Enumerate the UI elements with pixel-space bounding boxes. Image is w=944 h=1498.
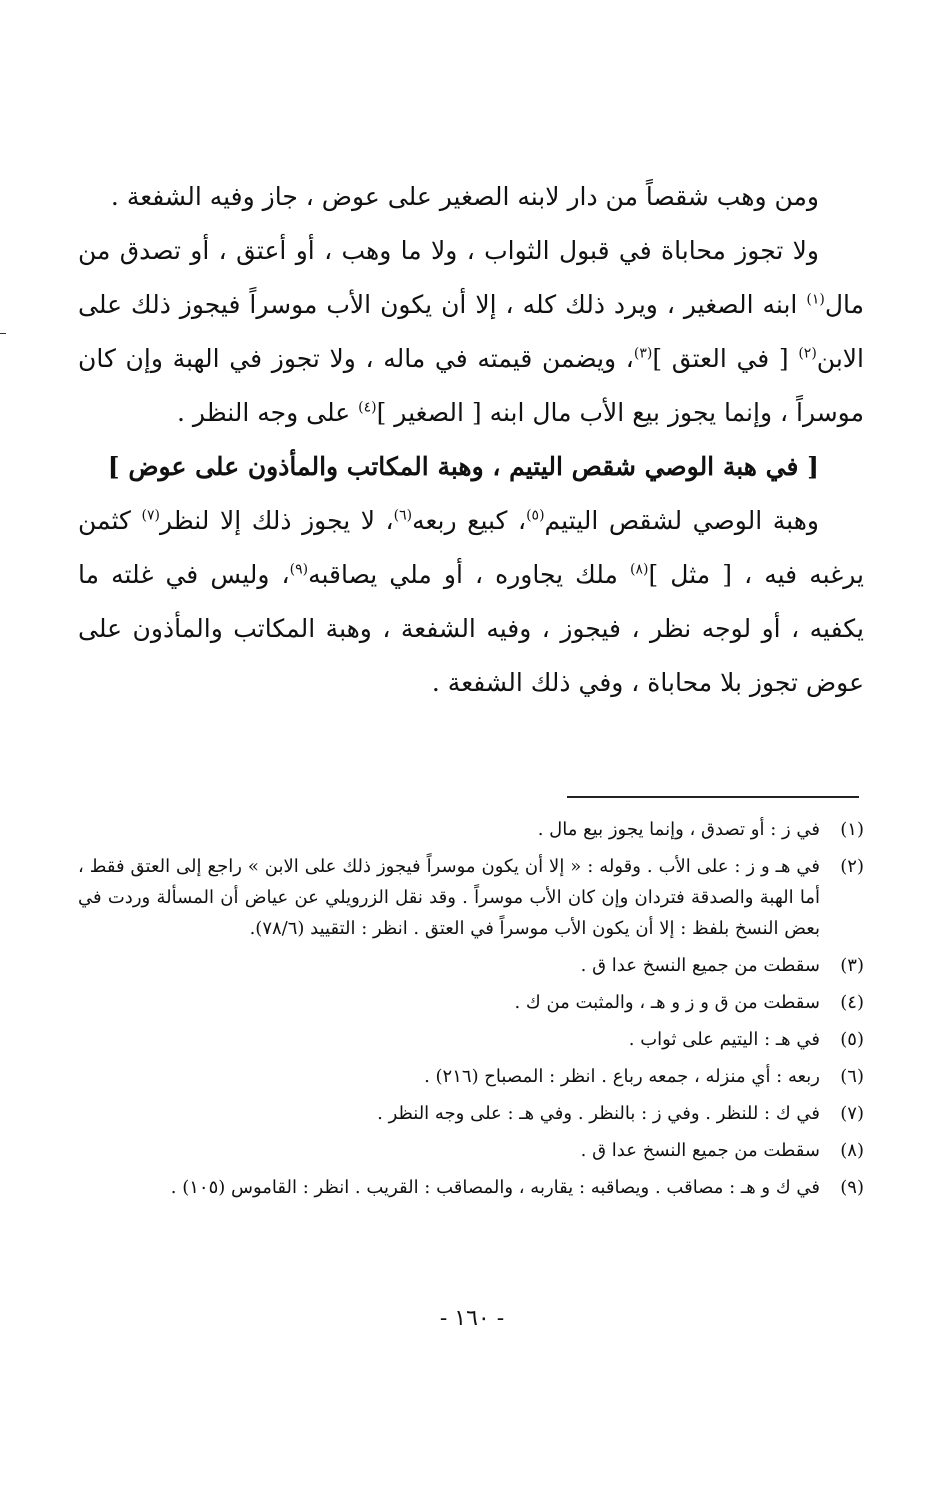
footnote-ref-9[interactable]: (٩) (289, 561, 309, 578)
paragraph-3-part-a: وهبة الوصي لشقص اليتيم (544, 506, 819, 535)
footnote-9 (78, 1172, 864, 1203)
main-text (78, 170, 864, 710)
footnote-text: سقطت من جميع النسخ عدا ق . (580, 955, 820, 976)
footnote-3 (78, 950, 864, 981)
footnote-number: (٢) (840, 856, 864, 877)
footnote-number: (٦) (840, 1066, 864, 1087)
footnote-text: في هـ : اليتيم على ثواب . (628, 1029, 820, 1050)
footnote-number: (٣) (840, 955, 864, 976)
footnote-text: في ك و هـ : مصاقب . ويصاقبه : يقاربه ، والمصاقب : القريب . انظر : القاموس (١٠٥) . (170, 1177, 820, 1198)
footnote-6 (78, 1061, 864, 1092)
paragraph-3-part-f: ، وليس في غلته ما يكفيه ، أو لوجه نظر ، فيجوز ، وفيه الشفعة ، وهبة المكاتب والمأذون على عوض تجوز بلا محاباة ، وفي ذلك الشفعة . (78, 560, 864, 697)
footnote-ref-4[interactable]: (٤) (358, 399, 377, 416)
paragraph-2-part-a: ولا تجوز محاباة في قبول الثواب ، ولا ما وهب ، أو أعتق ، أو تصدق من مال (78, 236, 864, 319)
paragraph-3-part-e: ملك يجاوره ، أو ملي يصاقبه (308, 560, 630, 589)
footnote-ref-6[interactable]: (٦) (393, 507, 413, 524)
page-number: - ١٦٠ - (439, 1306, 505, 1331)
footnote-number: (١) (840, 819, 864, 840)
footnote-8 (78, 1135, 864, 1166)
footnote-text: في هـ و ز : على الأب . وقوله : « إلا أن يكون موسراً فيجوز ذلك على الابن » راجع إلى العتق فقط ، أما الهبة والصدقة فتردان وإن كان الأب موسراً . وقد نقل الزرويلي عن عياض أن المسألة وردت في بعض النسخ بلفظ : إلا أن يكون الأب موسراً في العتق . انظر : التقييد (٧٨/٦). (78, 856, 820, 939)
footnote-ref-5[interactable]: (٥) (526, 507, 545, 524)
footnote-number: (٥) (840, 1029, 864, 1050)
margin-mark (0, 333, 6, 334)
footnote-ref-1[interactable]: (١) (806, 291, 825, 308)
footnote-text: في ك : للنظر . وفي ز : بالنظر . وفي هـ : على وجه النظر . (377, 1103, 820, 1124)
footnote-number: (٨) (840, 1140, 864, 1161)
footnote-ref-3[interactable]: (٣) (633, 345, 653, 362)
footnote-number: (٤) (840, 992, 864, 1013)
footnote-number: (٧) (840, 1103, 864, 1124)
paragraph-3-part-d: كثمن يرغبه فيه ، [ مثل ] (78, 506, 864, 589)
footnote-text: سقطت من ق و ز و هـ ، والمثبت من ك . (514, 992, 820, 1013)
footnote-number: (٩) (840, 1177, 864, 1198)
paragraph-3 (78, 494, 864, 710)
footnote-ref-2[interactable]: (٢) (798, 345, 817, 362)
footnote-ref-7[interactable]: (٧) (141, 507, 160, 524)
footnote-7 (78, 1098, 864, 1129)
section-heading: [ في هبة الوصي شقص اليتيم ، وهبة المكاتب والمأذون على عوض ] (107, 452, 819, 481)
paragraph-2-part-c: [ في العتق ] (652, 344, 799, 373)
footnote-text: ربعه : أي منزله ، جمعه رباع . انظر : المصباح (٢١٦) . (424, 1066, 820, 1087)
footnote-4 (78, 987, 864, 1018)
footnote-text: سقطت من جميع النسخ عدا ق . (580, 1140, 820, 1161)
footnote-separator (567, 796, 859, 798)
footnotes-list (78, 814, 864, 1209)
footnote-ref-8[interactable]: (٨) (630, 561, 649, 578)
paragraph-1: ومن وهب شقصاً من دار لابنه الصغير على عوض ، جاز وفيه الشفعة . (110, 182, 819, 211)
paragraph-3-part-b: ، كبيع ربعه (412, 506, 527, 535)
footnote-1 (78, 814, 864, 845)
paragraph-2 (78, 224, 864, 440)
footnote-5 (78, 1024, 864, 1055)
footnote-text: في ز : أو تصدق ، وإنما يجوز بيع مال . (537, 819, 820, 840)
paragraph-3-part-c: ، لا يجوز ذلك إلا لنظر (159, 506, 394, 535)
paragraph-2-part-b: ابنه الصغير ، ويرد ذلك كله ، إلا أن يكون الأب موسراً فيجوز ذلك على الابن (78, 290, 864, 373)
paragraph-2-part-e: على وجه النظر . (177, 398, 359, 427)
footnote-2 (78, 851, 864, 944)
paragraph-2-part-d: ، ويضمن قيمته في ماله ، ولا تجوز في الهبة وإن كان موسراً ، وإنما يجوز بيع الأب مال ابنه [ الصغير ] (78, 344, 864, 427)
